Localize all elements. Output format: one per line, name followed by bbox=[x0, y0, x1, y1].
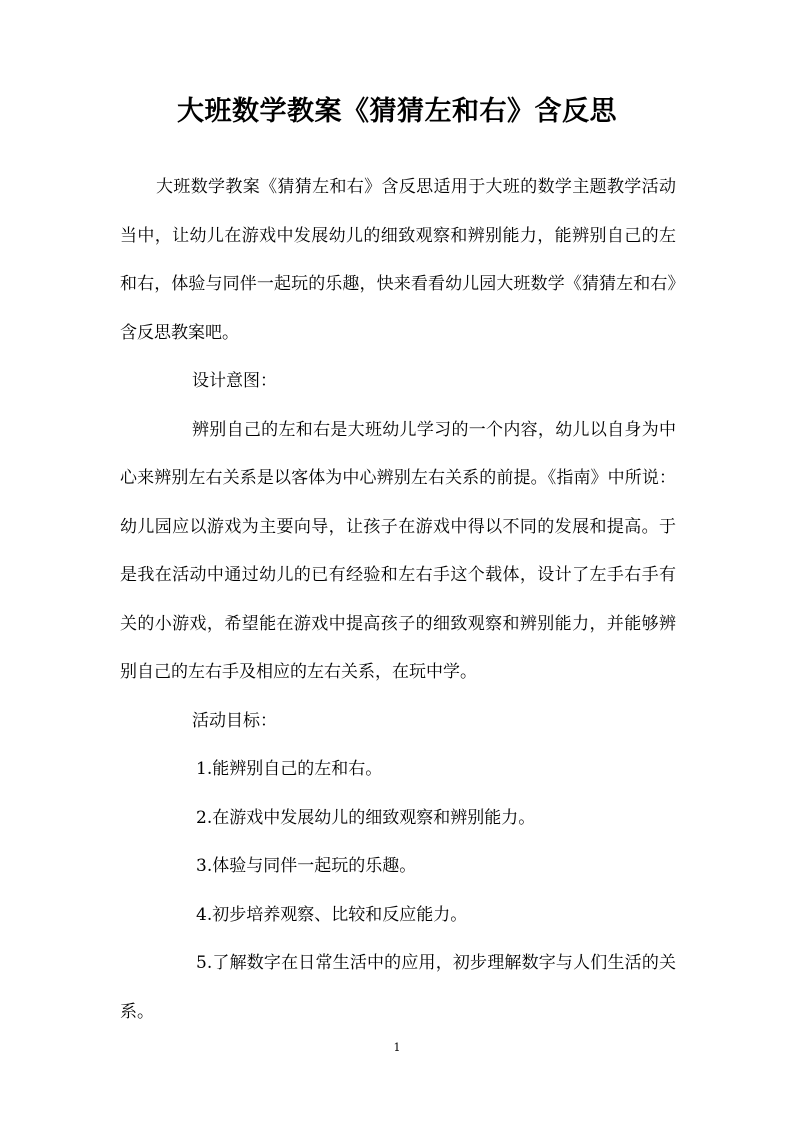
page-number: 1 bbox=[393, 1041, 401, 1054]
goal-item: 5.了解数字在日常生活中的应用，初步理解数字与人们生活的关系。 bbox=[120, 953, 676, 1022]
design-paragraph: 辨别自己的左和右是大班幼儿学习的一个内容，幼儿以自身为中心来辨别左右关系是以客体为中心辨别左右关系的前提。《指南》中所说：幼儿园应以游戏为主要向导，让孩子在游戏中得以不同的发展和提高。于是我在活动中通过幼儿的已有经验和左右手这个载体，设计了左手右手有关的小游戏，希望能在游戏中提高孩子的细致观察和辨别能力，并能够辨别自己的左右手及相应的左右关系，在玩中学。 bbox=[120, 419, 676, 682]
design-heading: 设计意图： bbox=[192, 371, 277, 391]
goal-item: 3.体验与同伴一起玩的乐趣。 bbox=[196, 856, 417, 876]
document-body bbox=[120, 163, 676, 1036]
goal-item: 1.能辨别自己的左和右。 bbox=[196, 759, 383, 779]
goals-heading: 活动目标： bbox=[192, 710, 277, 731]
goal-item: 2.在游戏中发展幼儿的细致观察和辨别能力。 bbox=[196, 807, 536, 828]
goal-item: 4.初步培养观察、比较和反应能力。 bbox=[196, 904, 468, 925]
intro-paragraph: 大班数学教案《猜猜左和右》含反思适用于大班的数学主题教学活动当中，让幼儿在游戏中发展幼儿的细致观察和辨别能力，能辨别自己的左和右，体验与同伴一起玩的乐趣，快来看看幼儿园大班数学《猜猜左和右》含反思教案吧。 bbox=[120, 177, 676, 343]
document-title: 大班数学教案《猜猜左和右》含反思 bbox=[177, 96, 617, 127]
